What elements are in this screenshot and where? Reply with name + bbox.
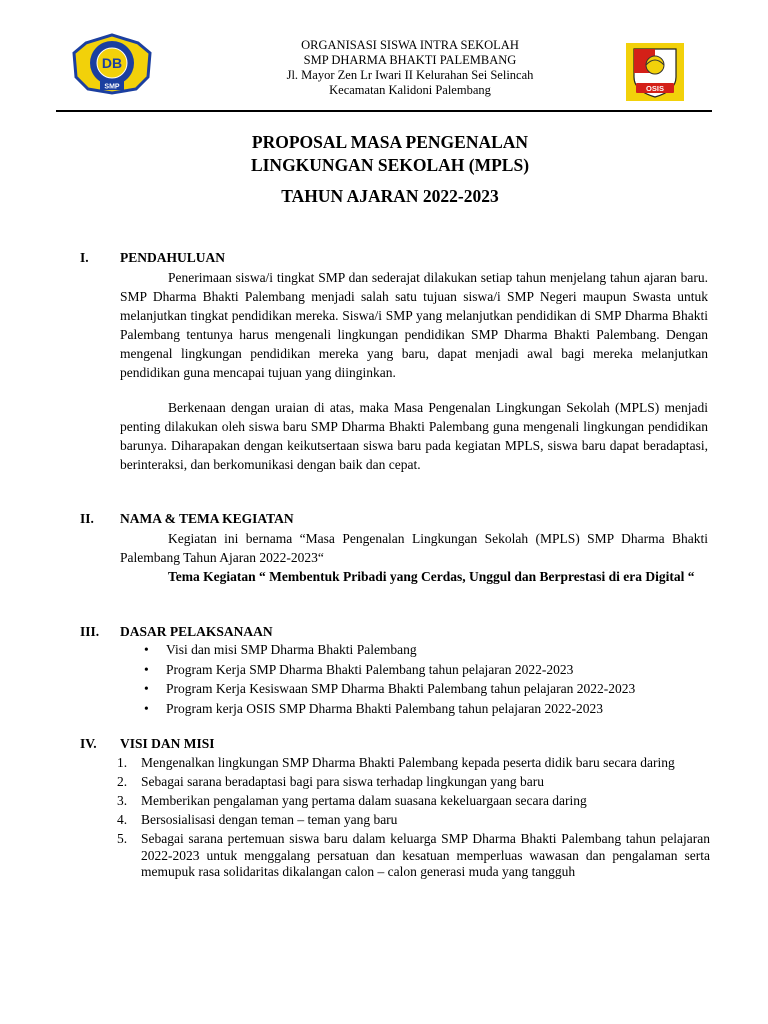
section-1-title: PENDAHULUAN bbox=[120, 250, 226, 265]
osis-logo bbox=[626, 43, 684, 101]
school-emblem-icon bbox=[70, 33, 154, 95]
section-3-title: DASAR PELAKSANAAN bbox=[120, 624, 273, 639]
school-district: Kecamatan Kalidoni Palembang bbox=[329, 83, 491, 97]
section-2-theme: Tema Kegiatan “ Membentuk Pribadi yang Cerdas, Unggul dan Berprestasi di era Digital “ bbox=[168, 569, 695, 584]
org-name: ORGANISASI SISWA INTRA SEKOLAH bbox=[301, 38, 519, 52]
title-line-2: LINGKUNGAN SEKOLAH (MPLS) bbox=[250, 155, 530, 175]
letterhead bbox=[210, 38, 610, 98]
bullet-icon: • bbox=[144, 700, 149, 716]
list-item: • Visi dan misi SMP Dharma Bhakti Palembang bbox=[120, 640, 710, 660]
list-item: • Program Kerja SMP Dharma Bhakti Palembang tahun pelajaran 2022-2023 bbox=[120, 660, 710, 680]
title-line-1: PROPOSAL MASA PENGENALAN bbox=[251, 132, 529, 152]
list-item: 1. Mengenalkan lingkungan SMP Dharma Bhakti Palembang kepada peserta didik baru secara daring bbox=[117, 755, 675, 770]
section-1-paragraph-1: Penerimaan siswa/i tingkat SMP dan sederajat dilakukan setiap tahun menjelang tahun ajaran baru. SMP Dharma Bhakti Palembang menjadi salah satu tujuan siswa/i SMP Negeri maupun Swasta untuk melanjutkan tingkat pendidikan mereka. Siswa/i SMP yang melanjutkan pendidikan di SMP Dharma Bhakti Palembang tentunya harus mengenali lingkungan pendidikan SMP Dharma Bhakti Palembang. Dengan mengenal lingkungan pendidikan mereka yang baru, dapat menjadi awal bagi mereka melanjutkan pendidikan guna mencapai tujuan yang diinginkan. bbox=[120, 270, 708, 380]
osis-emblem-icon bbox=[626, 43, 684, 101]
logo-left-label: SMP bbox=[104, 83, 120, 91]
section-1-number: I. bbox=[80, 250, 89, 265]
section-4-title: VISI DAN MISI bbox=[120, 736, 215, 751]
section-3-number: III. bbox=[80, 624, 100, 639]
title-line-3: TAHUN AJARAN 2022-2023 bbox=[281, 186, 499, 206]
section-2-number: II. bbox=[80, 511, 94, 526]
section-1-paragraph-2: Berkenaan dengan uraian di atas, maka Masa Pengenalan Lingkungan Sekolah (MPLS) menjadi penting dilakukan oleh siswa baru SMP Dharma Bhakti Palembang guna mengenali lingkungan pendidikan barunya. Diharapakan dengan keikutsertaan siswa baru pada kegiatan MPLS, siswa baru dapat beradaptasi, berinteraksi, dan berkomunikasi dengan baik dan cepat. bbox=[120, 400, 708, 472]
logo-monogram: DB bbox=[101, 55, 123, 71]
section-4-list bbox=[117, 755, 710, 883]
list-item: 4. Bersosialisasi dengan teman – teman yang baru bbox=[117, 812, 398, 827]
section-3-list bbox=[120, 640, 710, 718]
list-item: • Program Kerja Kesiswaan SMP Dharma Bhakti Palembang tahun pelajaran 2022-2023 bbox=[120, 679, 710, 699]
school-logo bbox=[70, 33, 154, 95]
header-rule bbox=[56, 110, 712, 112]
section-2-title: NAMA & TEMA KEGIATAN bbox=[120, 511, 294, 526]
list-item: 3. Memberikan pengalaman yang pertama dalam suasana kekeluargaan secara daring bbox=[117, 793, 587, 808]
document-title bbox=[170, 131, 610, 208]
list-item: 2. Sebagai sarana beradaptasi bagi para siswa terhadap lingkungan yang baru bbox=[117, 774, 544, 789]
school-address: Jl. Mayor Zen Lr Iwari II Kelurahan Sei Selincah bbox=[286, 68, 534, 82]
list-item: 5. Sebagai sarana pertemuan siswa baru dalam keluarga SMP Dharma Bhakti Palembang tahun pelajaran 2022-2023 untuk menggalang persatuan dan kesatuan memperluas wawasan dan pengalaman serta memupuk rasa solidaritas dikalangan calon – calon generasi muda yang tangguh bbox=[117, 831, 710, 879]
section-2-paragraph-1: Kegiatan ini bernama “Masa Pengenalan Lingkungan Sekolah (MPLS) SMP Dharma Bhakti Palembang Tahun Ajaran 2022-2023“ bbox=[120, 531, 708, 565]
bullet-icon: • bbox=[144, 642, 149, 657]
list-item: • Program kerja OSIS SMP Dharma Bhakti Palembang tahun pelajaran 2022-2023 bbox=[120, 699, 710, 719]
section-4-number: IV. bbox=[80, 736, 97, 751]
school-name: SMP DHARMA BHAKTI PALEMBANG bbox=[303, 53, 517, 67]
logo-right-label: OSIS bbox=[646, 84, 664, 93]
bullet-icon: • bbox=[144, 681, 149, 696]
bullet-icon: • bbox=[144, 661, 149, 677]
